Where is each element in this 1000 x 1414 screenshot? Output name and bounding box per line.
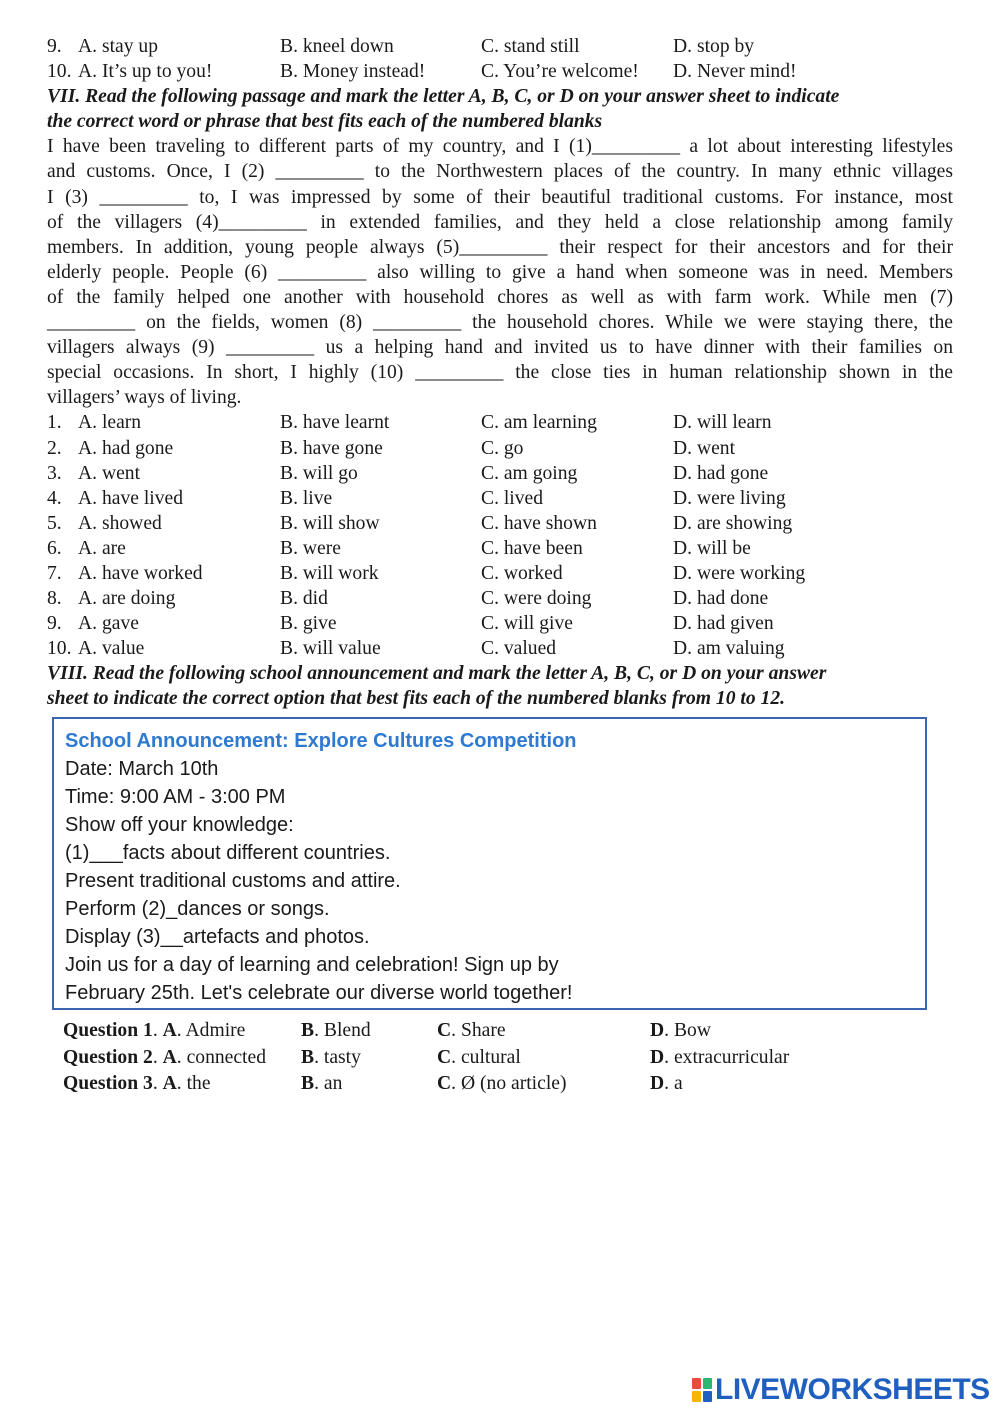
passage-line: special occasions. In short, I highly (10) _________ the close ties in human relationship shown in the xyxy=(47,362,953,384)
option-c: Ø (no article) xyxy=(460,1073,567,1094)
option-b: B. will go xyxy=(280,462,358,484)
option-d: D. stop by xyxy=(673,36,755,57)
announcement-box xyxy=(52,717,927,1010)
worksheet-page xyxy=(47,34,953,712)
option-row xyxy=(47,59,953,84)
option-d: D. will learn xyxy=(673,412,772,434)
option-d: D. had done xyxy=(673,588,769,610)
option-a: Admire xyxy=(185,1020,246,1041)
liveworksheets-logo[interactable] xyxy=(692,1374,990,1406)
announcement-line: Display (3)__artefacts and photos. xyxy=(65,926,370,948)
heading-line: the correct word or phrase that best fits each of the numbered blanks xyxy=(47,111,603,133)
option-a: A. gave xyxy=(78,613,139,635)
option-row xyxy=(47,636,953,661)
option-b: B. did xyxy=(280,588,328,610)
option-b: B. have learnt xyxy=(280,412,390,434)
option-row xyxy=(47,461,953,486)
passage-line: I have been traveling to different parts of my country, and I (1)_________ a lot about interesting lifestyles xyxy=(47,136,953,158)
announcement-line: Present traditional customs and attire. xyxy=(65,870,401,892)
passage-line: and customs. Once, I (2) _________ to the Northwestern places of the country. In many ethnic villages xyxy=(47,161,953,183)
option-c: C. am learning xyxy=(481,412,597,434)
option-number: 6. xyxy=(47,537,62,559)
announcement-line: Show off your knowledge: xyxy=(65,814,294,836)
section-8-heading xyxy=(47,661,953,711)
option-row xyxy=(47,410,953,435)
option-c: C. have been xyxy=(481,537,583,559)
option-d: a xyxy=(673,1073,683,1094)
announcement-line: Time: 9:00 AM - 3:00 PM xyxy=(65,786,286,808)
option-a: A. have worked xyxy=(78,562,203,584)
option-d: D. had gone xyxy=(673,462,769,484)
option-row xyxy=(47,586,953,611)
option-number: 2. xyxy=(47,437,62,459)
announcement-line: Perform (2)_dances or songs. xyxy=(65,898,330,920)
passage xyxy=(47,134,953,410)
option-a: A. showed xyxy=(78,512,162,534)
question-row: Question 1. A. Admire B. Blend C. Share D. Bow xyxy=(63,1020,711,1041)
option-number: 3. xyxy=(47,462,62,484)
heading-line: sheet to indicate the correct option that best fits each of the numbered blanks from 10 to 12. xyxy=(47,688,786,710)
option-a: A. went xyxy=(78,462,141,484)
option-d: extracurricular xyxy=(673,1046,790,1068)
question-label: Question 1 xyxy=(63,1020,153,1041)
top-options xyxy=(47,34,953,84)
option-number: 4. xyxy=(47,487,62,509)
option-d: D. will be xyxy=(673,537,751,559)
option-b: B. Money instead! xyxy=(280,61,426,83)
option-number: 9. xyxy=(47,36,62,57)
passage-line: I (3) _________ to, I was impressed by some of their beautiful traditional customs. For instance, most xyxy=(47,186,953,208)
option-b: Blend xyxy=(323,1020,371,1041)
option-c: C. worked xyxy=(481,562,563,584)
option-d: D. had given xyxy=(673,613,774,635)
option-b: B. kneel down xyxy=(280,36,394,57)
option-d: D. am valuing xyxy=(673,638,785,660)
option-a: the xyxy=(186,1073,211,1094)
option-a: A. value xyxy=(78,638,145,660)
passage-line: elderly people. People (6) _________ also willing to give a hand when someone was in need. Members xyxy=(47,261,953,283)
option-c: C. am going xyxy=(481,462,578,484)
option-row xyxy=(47,561,953,586)
option-number: 10. xyxy=(47,638,72,660)
option-number: 7. xyxy=(47,562,62,584)
option-c: C. You’re welcome! xyxy=(481,61,639,83)
option-a: connected xyxy=(186,1046,266,1068)
option-number: 9. xyxy=(47,613,62,635)
option-a: A. It’s up to you! xyxy=(78,61,213,83)
option-number: 10. xyxy=(47,61,72,83)
option-b: tasty xyxy=(323,1046,361,1068)
passage-line: members. In addition, young people always (5)_________ their respect for their ancestors and for their xyxy=(47,236,953,258)
passage-line: villagers always (9) _________ us a helping hand and invited us to have dinner with their families on xyxy=(47,337,953,359)
announcement-line: February 25th. Let's celebrate our diverse world together! xyxy=(65,982,573,1004)
option-a: A. stay up xyxy=(78,36,159,57)
option-a: A. are doing xyxy=(78,588,176,610)
option-b: B. will work xyxy=(280,562,379,584)
option-a: A. learn xyxy=(78,412,142,434)
option-d: Bow xyxy=(673,1020,711,1041)
announcement-questions xyxy=(63,1018,943,1098)
option-row xyxy=(47,536,953,561)
option-c: C. were doing xyxy=(481,588,592,610)
option-c: Share xyxy=(460,1020,506,1041)
option-number: 1. xyxy=(47,412,62,434)
question-label: Question 2 xyxy=(63,1046,153,1068)
option-number: 8. xyxy=(47,588,62,610)
passage-line: _________ on the fields, women (8) _________ the household chores. While we were staying there, the xyxy=(47,312,953,334)
announcement-line: Date: March 10th xyxy=(65,758,219,780)
announcement-line: Join us for a day of learning and celebration! Sign up by xyxy=(65,954,559,976)
option-b: B. will value xyxy=(280,638,381,660)
option-d: D. were working xyxy=(673,562,806,584)
option-a: A. have lived xyxy=(78,487,184,509)
option-b: an xyxy=(323,1073,343,1094)
passage-line: of the family helped one another with household chores as well as with farm work. While men (7) xyxy=(47,286,953,308)
liveworksheets-logo-icon xyxy=(692,1378,712,1402)
section-7-heading xyxy=(47,84,953,134)
option-row xyxy=(47,436,953,461)
option-b: B. live xyxy=(280,487,333,509)
option-row xyxy=(47,34,953,59)
option-row xyxy=(47,511,953,536)
option-d: D. Never mind! xyxy=(673,61,797,83)
option-b: B. give xyxy=(280,613,337,635)
logo-text: LIVEWORKSHEETS xyxy=(715,1373,990,1406)
heading-line: VIII. Read the following school announcement and mark the letter A, B, C, or D on your answer xyxy=(47,663,827,685)
option-d: D. were living xyxy=(673,487,786,509)
option-number: 5. xyxy=(47,512,62,534)
option-c: cultural xyxy=(460,1046,521,1068)
option-a: A. had gone xyxy=(78,437,174,459)
option-c: C. will give xyxy=(481,613,573,635)
option-c: C. lived xyxy=(481,487,544,509)
question-label: Question 3 xyxy=(63,1073,153,1094)
option-c: C. valued xyxy=(481,638,557,660)
option-b: B. have gone xyxy=(280,437,383,459)
option-c: C. stand still xyxy=(481,36,580,57)
passage-line: villagers’ ways of living. xyxy=(47,387,242,409)
option-row xyxy=(47,611,953,636)
option-c: C. go xyxy=(481,437,524,459)
option-d: D. are showing xyxy=(673,512,793,534)
announcement-line: (1)___facts about different countries. xyxy=(65,842,391,864)
option-d: D. went xyxy=(673,437,736,459)
option-b: B. were xyxy=(280,537,341,559)
option-row xyxy=(47,486,953,511)
question-row: Question 3. A. the B. an C. Ø (no article) D. a xyxy=(63,1073,683,1094)
option-a: A. are xyxy=(78,537,126,559)
passage-line: of the villagers (4)_________ in extended families, and they held a close relationship among family xyxy=(47,211,953,233)
announcement-title: School Announcement: Explore Cultures Competition xyxy=(65,730,577,752)
heading-line: VII. Read the following passage and mark the letter A, B, C, or D on your answer sheet to indicate xyxy=(47,86,840,108)
question-row: Question 2. A. connected B. tasty C. cultural D. extracurricular xyxy=(63,1046,790,1068)
option-c: C. have shown xyxy=(481,512,597,534)
section-7-options xyxy=(47,410,953,661)
option-b: B. will show xyxy=(280,512,380,534)
